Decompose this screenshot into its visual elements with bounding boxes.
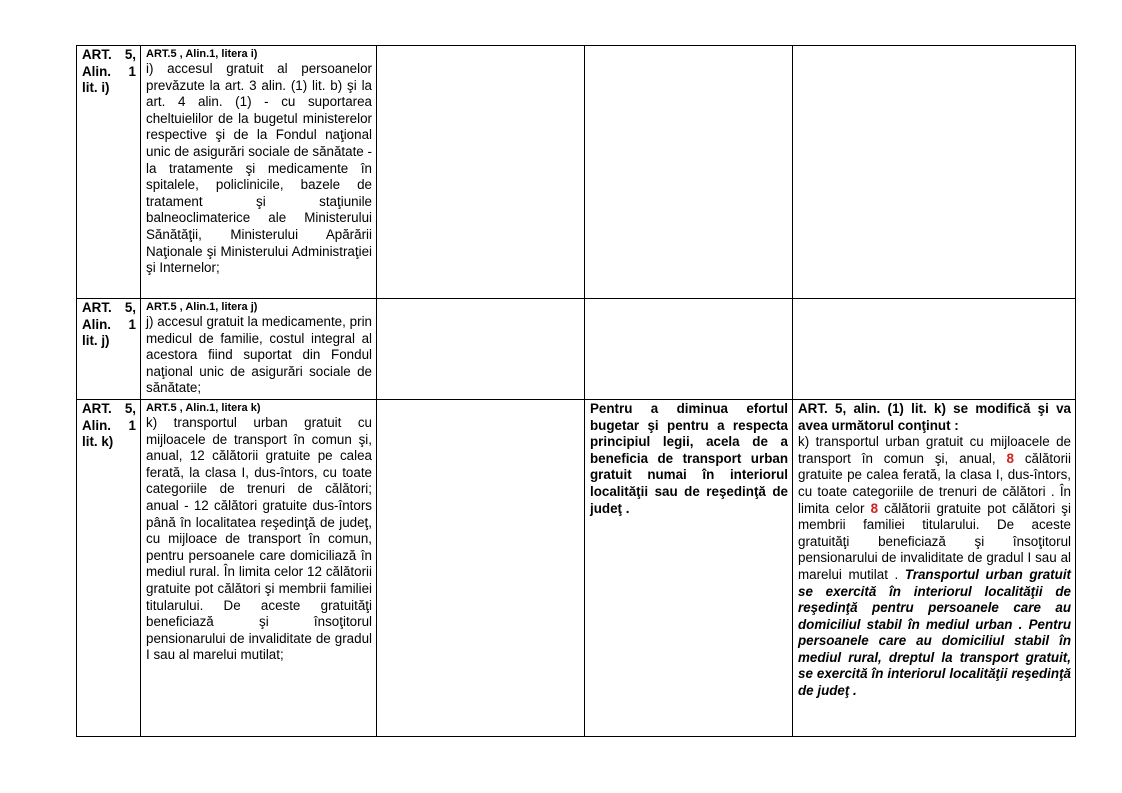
table-row xyxy=(77,299,1076,400)
empty-cell xyxy=(793,299,1076,400)
article-reference-cell: ART. 5, Alin. 1 lit. j) xyxy=(77,299,141,400)
empty-cell xyxy=(585,299,793,400)
article-text: i) accesul gratuit al persoanelor prevăzute la art. 3 alin. (1) lit. b) şi la art. 4 alin. (1) - cu suportarea cheltuielilor de la bugetul ministerelor respective şi de la Fondul naţional unic de asigurări sociale de sănătate - la tratamente şi medicamente în spitalele, policlinicile, bazele de tratament şi staţiunile balneoclimaterice ale Ministerului Sănătăţii, Ministerului Apărării Naţionale şi Ministerului Administraţiei şi Internelor; xyxy=(146,61,372,276)
proposal-heading: ART. 5, alin. (1) lit. k) se modifică şi va avea următorul conţinut : xyxy=(798,400,1071,433)
empty-cell xyxy=(793,46,1076,299)
trip-count-highlight: 8 xyxy=(1006,450,1014,466)
proposal-emphasis: Transportul urban gratuit se exercită în interiorul localităţii de reşedinţă pentru persoanele care au domiciliul stabil în mediul urban . Pentru persoanele care au domiciliul stabil în mediul rural, dreptul la transport gratuit, se exercită în interiorul localităţii reşedinţă de judeţ . xyxy=(798,566,1071,699)
proposal-text: k) transportul urban gratuit cu mijloacele de transport în comun şi, anual, 8 călătorii gratuite pe calea ferată, la clasa I, dus-întors, cu toate categoriile de trenuri de călători . În limita celor 8 călătorii gratuite pot călători şi membrii familiei titularului. De aceste gratuităţi beneficiază şi însoţitorul pensionarului de invaliditate de gradul I sau al marelui mutilat . Transportul urban gratuit se exercită în interiorul localităţii de reşedinţă pentru persoanele care au domiciliul stabil în mediul urban . Pentru persoanele care au domiciliul stabil în mediul rural, dreptul la transport gratuit, se exercită în interiorul localităţii reşedinţă de judeţ . xyxy=(798,434,1071,699)
current-text-cell xyxy=(141,399,377,736)
article-heading: ART.5 , Alin.1, litera k) xyxy=(146,401,261,414)
motivation-text: Pentru a diminua efortul bugetar şi pentru a respecta principiul legii, acela de a beneficia de transport urban gratuit numai în interiorul localităţii sau de reşedinţă de judeţ . xyxy=(590,400,788,516)
empty-cell xyxy=(377,299,585,400)
article-reference-cell: ART. 5, Alin. 1 lit. k) xyxy=(77,399,141,736)
current-text-cell xyxy=(141,46,377,299)
empty-cell xyxy=(585,46,793,299)
current-text-cell xyxy=(141,299,377,400)
trip-count-highlight: 8 xyxy=(870,500,879,516)
empty-cell xyxy=(377,46,585,299)
proposal-cell xyxy=(793,399,1076,736)
article-text: k) transportul urban gratuit cu mijloacele de transport în comun şi, anual, 12 călătorii gratuite pe calea ferată, la clasa I, dus-întors, cu toate categoriile de trenuri de călători; anual - 12 călători gratuite dus-întors până în localitatea reşedinţă de judeţ, cu mijloace de transport în comun, pentru persoanele care domiciliază în mediul rural. În limita celor 12 călătorii gratuite pot călători şi membrii familiei titularului. De aceste gratuităţi beneficiază şi însoţitorul pensionarului de invaliditate de gradul I sau al marelui mutilat; xyxy=(146,414,372,663)
table-row xyxy=(77,399,1076,736)
table-row xyxy=(77,46,1076,299)
amendment-table xyxy=(76,45,1076,737)
empty-cell xyxy=(377,399,585,736)
article-heading: ART.5 , Alin.1, litera j) xyxy=(146,301,258,313)
article-text: j) accesul gratuit la medicamente, prin medicul de familie, costul integral al acestora fiind suportat din Fondul naţional unic de asigurări sociale de sănătate; xyxy=(146,314,372,396)
article-reference-cell: ART. 5, Alin. 1 lit. i) xyxy=(77,46,141,299)
article-heading: ART.5 , Alin.1, litera i) xyxy=(146,48,258,60)
motivation-cell xyxy=(585,399,793,736)
